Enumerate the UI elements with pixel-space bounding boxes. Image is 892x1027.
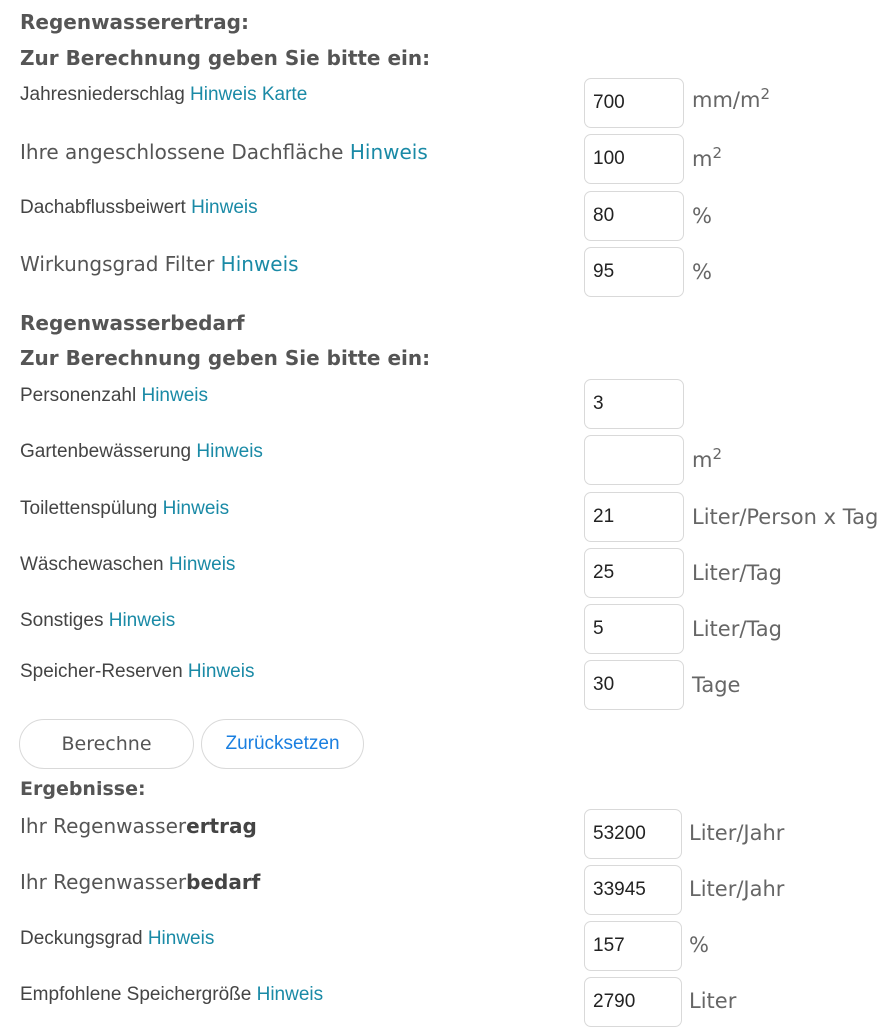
unit-dachabflussbeiwert: % xyxy=(692,204,712,228)
unit-dachflaeche: $m^2$ xyxy=(692,144,723,171)
hint-link-speicher-reserven[interactable]: Hinweis xyxy=(187,661,255,682)
hint-link-waeschewaschen[interactable]: Hinweis xyxy=(168,554,236,575)
label-dachabflussbeiwert: Dachabflussbeiwert Hinweis xyxy=(20,197,258,218)
label-result-ertrag: Ihr Regenwasserertrag xyxy=(20,814,257,838)
input-gartenbewaesserung[interactable] xyxy=(584,435,684,485)
unit-speichergroesse: Liter xyxy=(689,989,737,1013)
reset-button[interactable]: Zurücksetzen xyxy=(201,719,364,769)
label-wirkungsgrad-filter: Wirkungsgrad Filter Hinweis xyxy=(20,252,299,276)
unit-toilettenspuelung: Liter/Person x Tag xyxy=(692,505,879,529)
input-dachabflussbeiwert[interactable] xyxy=(584,191,684,241)
input-speicher-reserven[interactable] xyxy=(584,660,684,710)
unit-result-bedarf: Liter/Jahr xyxy=(689,877,785,901)
section-title-regenwasserbedarf: Regenwasserbedarf xyxy=(20,311,245,335)
section-title-regenwasserertrag: Regenwasserertrag: xyxy=(20,10,249,34)
label-speicher-reserven: Speicher-Reserven Hinweis xyxy=(20,661,255,682)
unit-jahresniederschlag: $mm/m^2$ xyxy=(692,85,770,112)
input-waeschewaschen[interactable] xyxy=(584,548,684,598)
label-toilettenspuelung: Toilettenspülung Hinweis xyxy=(20,498,230,519)
label-personenzahl: Personenzahl Hinweis xyxy=(20,385,209,406)
hint-link-gartenbewaesserung[interactable]: Hinweis xyxy=(196,441,263,462)
output-speichergroesse xyxy=(584,977,682,1027)
section-subtitle: Zur Berechnung geben Sie bitte ein: xyxy=(20,346,431,370)
hint-link-toilettenspuelung[interactable]: Hinweis xyxy=(162,498,230,519)
hint-link-deckungsgrad[interactable]: Hinweis xyxy=(147,928,215,949)
hint-link-karte[interactable]: Hinweis Karte xyxy=(190,84,308,105)
hint-link-sonstiges[interactable]: Hinweis xyxy=(108,610,176,631)
hint-link-personenzahl[interactable]: Hinweis xyxy=(141,385,209,406)
unit-wirkungsgrad-filter: % xyxy=(692,260,712,284)
hint-link-speichergroesse[interactable]: Hinweis xyxy=(256,984,324,1005)
unit-deckungsgrad: % xyxy=(689,933,709,957)
unit-result-ertrag: Liter/Jahr xyxy=(689,821,785,845)
hint-link-wirkungsgrad[interactable]: Hinweis xyxy=(220,252,299,276)
input-dachflaeche[interactable] xyxy=(584,134,684,184)
output-deckungsgrad xyxy=(584,921,682,971)
label-dachflaeche: Ihre angeschlossene Dachfläche Hinweis xyxy=(20,140,428,164)
label-sonstiges: Sonstiges Hinweis xyxy=(20,610,176,631)
hint-link-dachabflussbeiwert[interactable]: Hinweis xyxy=(191,197,258,218)
section-subtitle: Zur Berechnung geben Sie bitte ein: xyxy=(20,46,431,70)
input-jahresniederschlag[interactable] xyxy=(584,78,684,128)
output-regenwasserbedarf xyxy=(584,865,682,915)
label-deckungsgrad: Deckungsgrad Hinweis xyxy=(20,928,215,949)
results-title: Ergebnisse: xyxy=(20,778,146,800)
output-regenwasserertrag xyxy=(584,809,682,859)
unit-waeschewaschen: Liter/Tag xyxy=(692,561,782,585)
input-toilettenspuelung[interactable] xyxy=(584,492,684,542)
label-jahresniederschlag: Jahresniederschlag Hinweis Karte xyxy=(20,84,308,105)
unit-speicher-reserven: Tage xyxy=(692,673,741,697)
label-gartenbewaesserung: Gartenbewässerung Hinweis xyxy=(20,441,263,462)
input-wirkungsgrad-filter[interactable] xyxy=(584,247,684,297)
unit-gartenbewaesserung: $m^2$ xyxy=(692,445,723,472)
calculate-button[interactable]: Berechne xyxy=(19,719,194,769)
input-sonstiges[interactable] xyxy=(584,604,684,654)
unit-sonstiges: Liter/Tag xyxy=(692,617,782,641)
input-personenzahl[interactable] xyxy=(584,379,684,429)
hint-link-dachflaeche[interactable]: Hinweis xyxy=(349,140,428,164)
label-waeschewaschen: Wäschewaschen Hinweis xyxy=(20,554,236,575)
label-speichergroesse: Empfohlene Speichergröße Hinweis xyxy=(20,984,324,1005)
label-result-bedarf: Ihr Regenwasserbedarf xyxy=(20,870,261,894)
